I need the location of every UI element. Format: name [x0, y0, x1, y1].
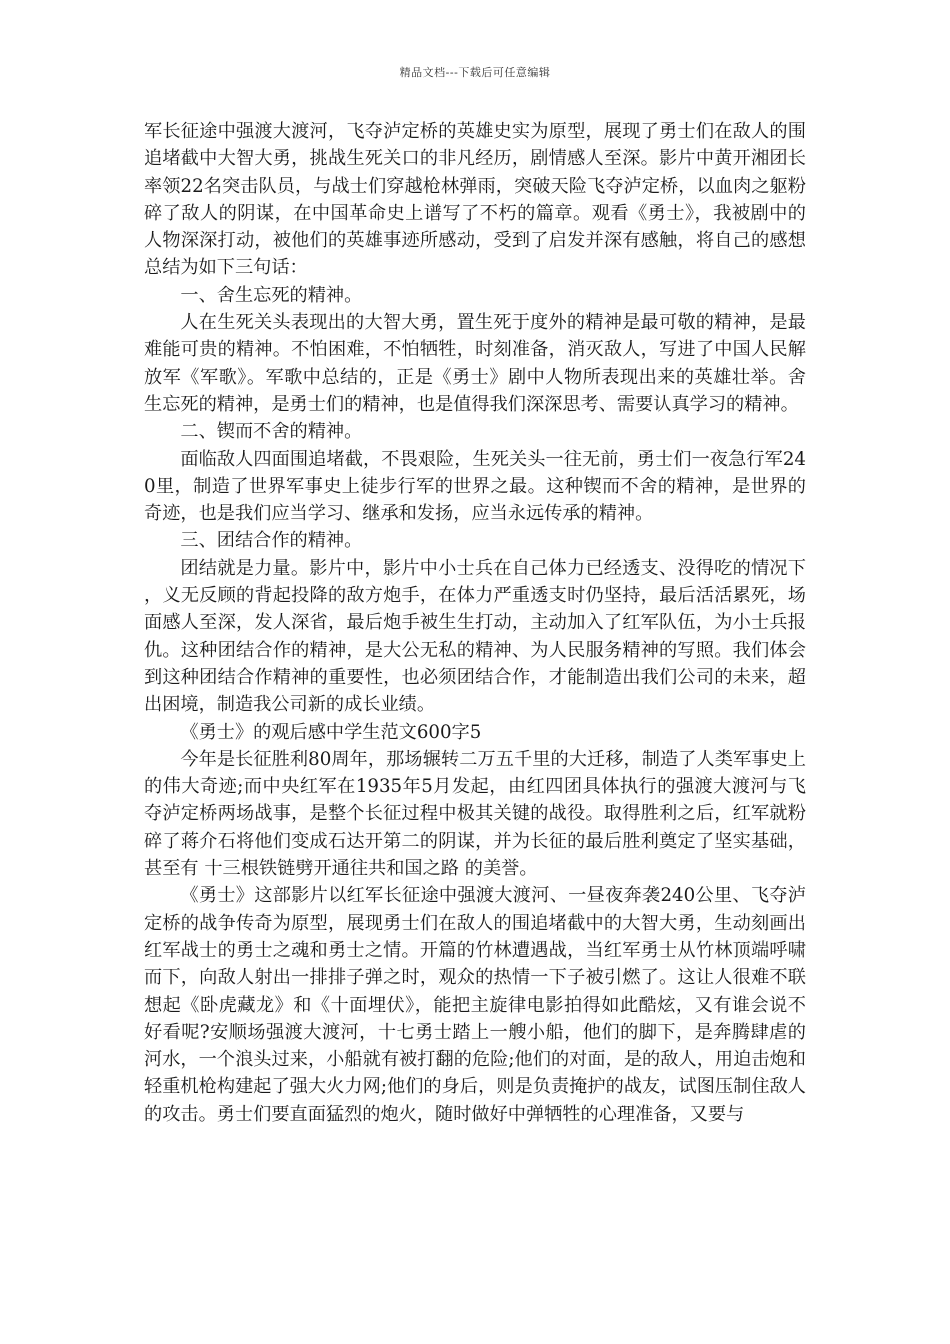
paragraph: 《勇士》这部影片以红军长征途中强渡大渡河、一昼夜奔袭240公里、飞夺泸定桥的战争传奇为原型，展现勇士们在敌人的围追堵截中的大智大勇，生动刻画出红军战士的勇士之魂和勇士之情。开篇的竹林遭遇战，当红军勇士从竹林顶端呼啸而下，向敌人射出一排排子弹之时，观众的热情一下子被引燃了。这让人很难不联想起《卧虎藏龙》和《十面埋伏》，能把主旋律电影拍得如此酷炫，又有谁会说不好看呢?安顺场强渡大渡河，十七勇士踏上一艘小船，他们的脚下，是奔腾肆虐的河水，一个浪头过来，小船就有被打翻的危险;他们的对面，是的敌人，用迫击炮和轻重机枪构建起了强大火力网;他们的身后，则是负责掩护的战友，试图压制住敌人的攻击。勇士们要直面猛烈的炮火，随时做好中弹牺牲的心理准备，又要与 — [144, 885, 806, 1125]
paragraph: 人在生死关头表现出的大智大勇，置生死于度外的精神是最可敬的精神，是最难能可贵的精神。不怕困难，不怕牺牲，时刻准备，消灭敌人，写进了中国人民解放军《军歌》。军歌中总结的，正是《勇士》剧中人物所表现出来的英雄壮举。舍生忘死的精神，是勇士们的精神，也是值得我们深深思考、需要认真学习的精神。 — [144, 312, 806, 415]
section-heading-1: 一、舍生忘死的精神。 — [180, 284, 363, 306]
paragraph: 面临敌人四面围追堵截，不畏艰险，生死关头一往无前，勇士们一夜急行军240里，制造了世界军事史上徒步行军的世界之最。这种锲而不舍的精神，是世界的奇迹，也是我们应当学习、继承和发扬，应当永远传承的精神。 — [144, 448, 806, 525]
section-heading-2: 二、锲而不舍的精神。 — [180, 421, 363, 443]
section-heading-3: 三、团结合作的精神。 — [180, 530, 363, 552]
article-title: 《勇士》的观后感中学生范文600字5 — [180, 721, 482, 743]
paragraph-continuation: 军长征途中强渡大渡河，飞夺泸定桥的英雄史实为原型，展现了勇士们在敌人的围追堵截中大智大勇，挑战生死关口的非凡经历，剧情感人至深。影片中黄开湘团长率领22名突击队员，与战士们穿越枪林弹雨，突破天险飞夺泸定桥，以血肉之躯粉碎了敌人的阴谋，在中国革命史上谱写了不朽的篇章。观看《勇士》，我被剧中的人物深深打动，被他们的英雄事迹所感动，受到了启发并深有感触，将自己的感想总结为如下三句话： — [144, 121, 806, 279]
paragraph: 今年是长征胜利80周年，那场辗转二万五千里的大迁移，制造了人类军事史上的伟大奇迹;而中央红军在1935年5月发起，由红四团具体执行的强渡大渡河与飞夺泸定桥两场战事，是整个长征过程中极其关键的战役。取得胜利之后，红军就粉碎了蒋介石将他们变成石达开第二的阴谋，并为长征的最后胜利奠定了坚实基础，甚至有 十三根铁链劈开通往共和国之路 的美誉。 — [144, 748, 806, 880]
page-header: 精品文档---下载后可任意编辑 — [399, 66, 551, 79]
paragraph: 团结就是力量。影片中，影片中小士兵在自己体力已经透支、没得吃的情况下，义无反顾的背起投降的敌方炮手，在体力严重透支时仍坚持，最后活活累死，场面感人至深，发人深省，最后炮手被生生打动，主动加入了红军队伍，为小士兵报仇。这种团结合作的精神，是大公无私的精神、为人民服务精神的写照。我们体会到这种团结合作精神的重要性，也必须团结合作，才能制造出我们公司的未来，超出困境，制造我公司新的成长业绩。 — [144, 557, 806, 716]
document-body — [144, 118, 806, 1128]
